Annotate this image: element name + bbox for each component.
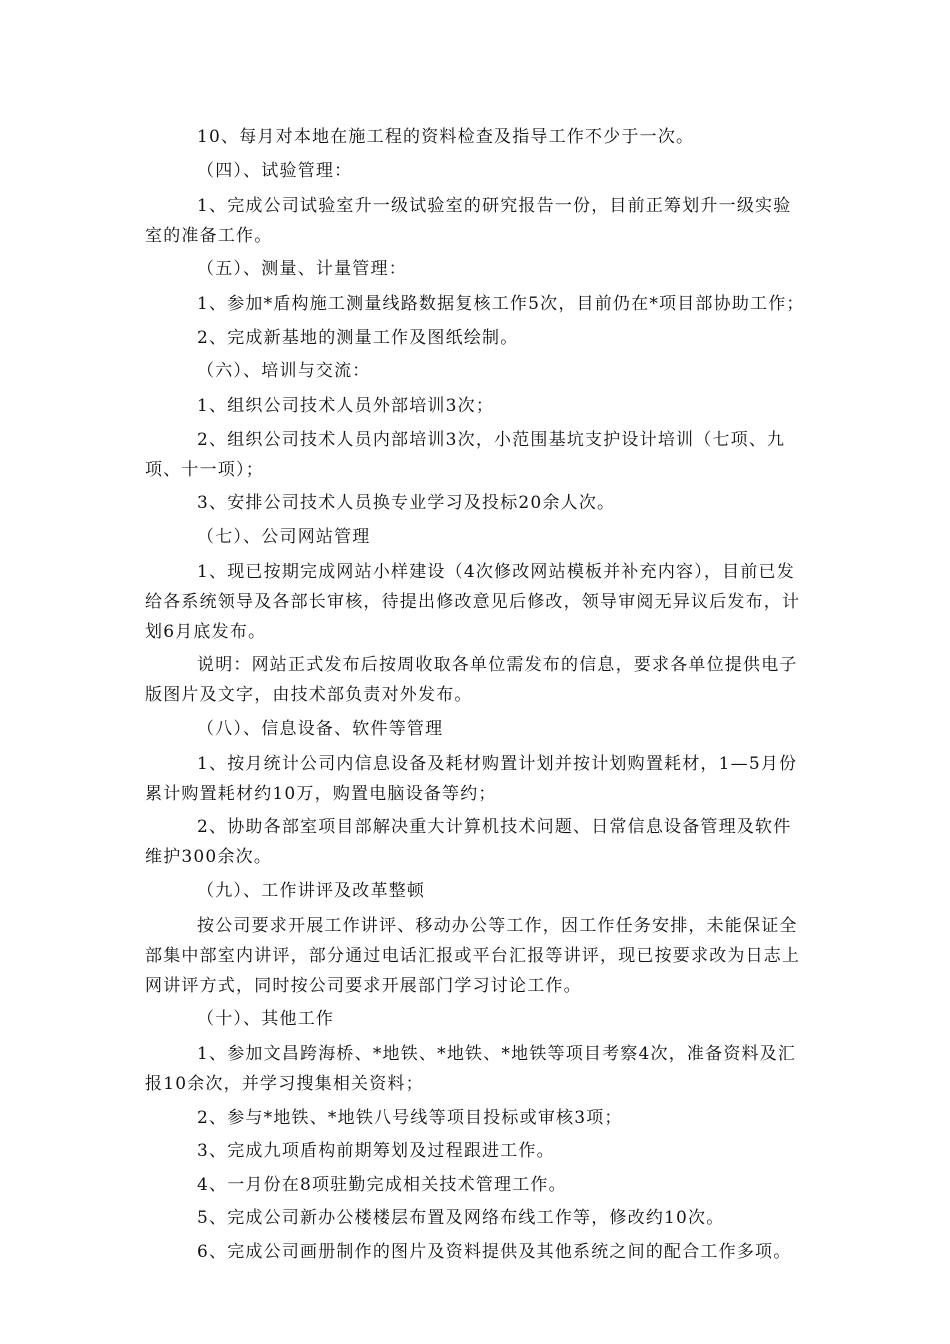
paragraph-external-training: 1、组织公司技术人员外部培训3次； [197,396,495,416]
paragraph-item-10: 10、每月对本地在施工程的资料检查及指导工作不少于一次。 [197,127,695,147]
paragraph-lab-report: 1、完成公司试验室升一级试验室的研究报告一份，目前正筹划升一级实验室的准备工作。 [145,195,792,246]
paragraph-it-support: 2、协助各部室项目部解决重大计算机技术问题、日常信息设备管理及软件维护300余次。 [145,817,792,867]
paragraph-website-note: 说明：网站正式发布后按周收取各单位需发布的信息，要求各单位提供电子版图片及文字，由技术部负责对外发布。 [145,655,798,705]
heading-test-management: （四）、试验管理： [197,160,353,181]
paragraph-study-bidding: 3、安排公司技术人员换专业学习及投标20余人次。 [197,493,616,513]
paragraph-shield-survey: 1、参加*盾构施工测量线路数据复核工作5次，目前仍在*项目部协助工作； [197,294,805,314]
heading-work-review: （九）、工作讲评及改革整顿 [197,880,426,901]
heading-website: （七）、公司网站管理 [197,526,371,547]
paragraph-internal-training: 2、组织公司技术人员内部培训3次，小范围基坑支护设计培训（七项、九项、十一项）； [145,429,786,480]
paragraph-office-layout: 5、完成公司新办公楼楼层布置及网络布线工作等，修改约10次。 [197,1208,725,1228]
heading-it-equipment: （八）、信息设备、软件等管理 [197,718,444,739]
paragraph-website-build: 1、现已按期完成网站小样建设（4次修改网站模板并补充内容），目前已发给各系统领导及各部长审核，待提出修改意见后修改，领导审阅无异议后发布，计划6月底发布。 [145,561,801,642]
paragraph-new-base-survey: 2、完成新基地的测量工作及图纸绘制。 [197,327,519,348]
paragraph-site-visits: 1、参加文昌跨海桥、*地铁、*地铁、*地铁等项目考察4次，准备资料及汇报10余次，并学习搜集相关资料； [145,1044,797,1094]
heading-training: （六）、培训与交流： [197,361,371,381]
document-body [145,122,809,1270]
paragraph-on-site-management: 4、一月份在8项驻勤完成相关技术管理工作。 [197,1174,567,1195]
paragraph-work-review: 按公司要求开展工作讲评、移动办公等工作，因工作任务安排，未能保证全部集中部室内讲评，部分通过电话汇报或平台汇报等讲评，现已按要求改为日志上网讲评方式，同时按公司要求开展部门学习讨论工作。 [145,915,801,996]
paragraph-consumables: 1、按月统计公司内信息设备及耗材购置计划并按计划购置耗材，1—5月份累计购置耗材约10万，购置电脑设备等约； [145,753,798,804]
heading-other-work: （十）、其他工作 [197,1009,335,1029]
paragraph-shield-planning: 3、完成九项盾构前期筹划及过程跟进工作。 [197,1141,555,1161]
paragraph-brochure: 6、完成公司画册制作的图片及资料提供及其他系统之间的配合工作多项。 [197,1241,792,1262]
paragraph-bidding-review: 2、参与*地铁、*地铁八号线等项目投标或审核3项； [197,1107,623,1128]
heading-survey-metrology: （五）、测量、计量管理： [197,259,407,279]
